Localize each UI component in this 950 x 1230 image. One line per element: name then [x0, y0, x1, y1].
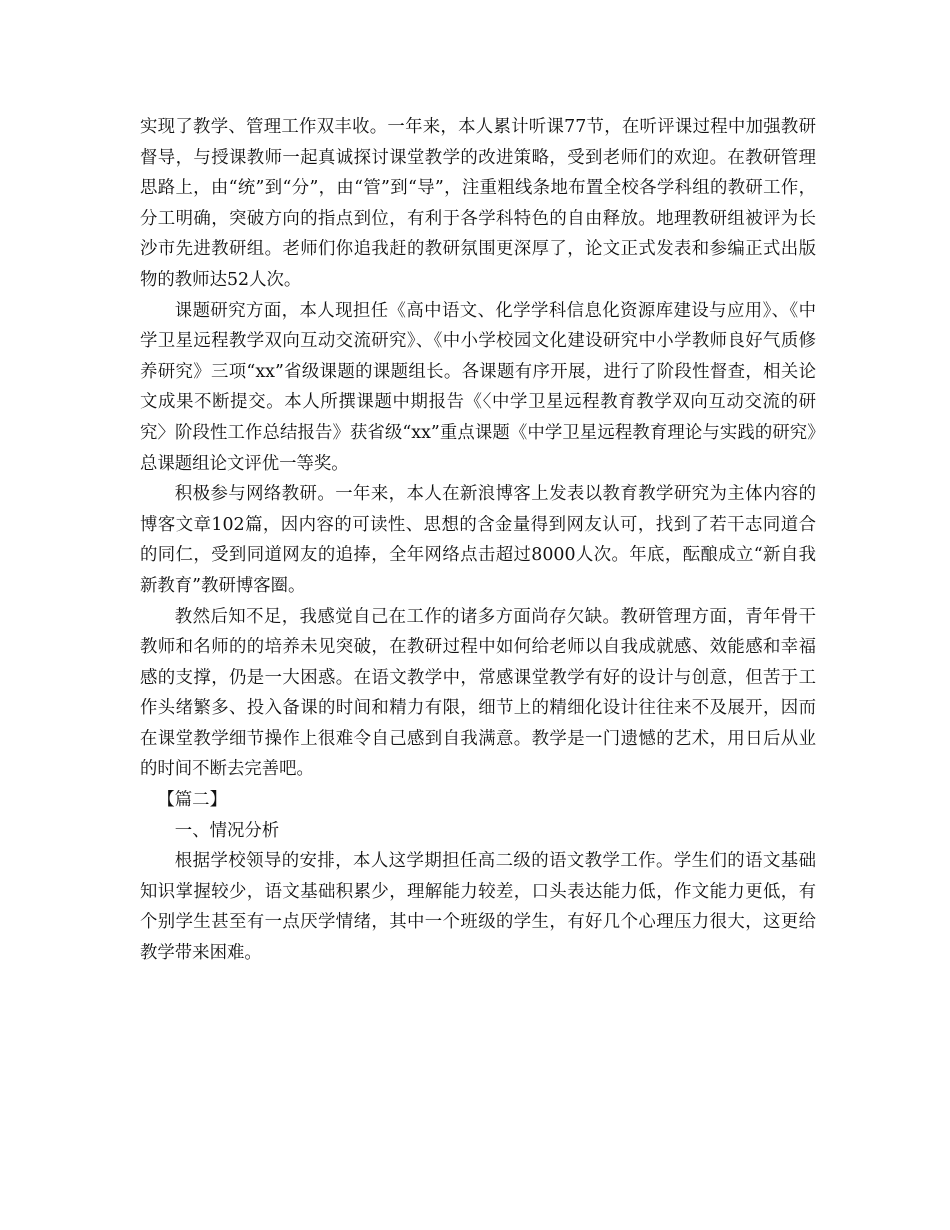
- section-heading-part-two: 【篇二】: [157, 790, 227, 811]
- subheading-situation-analysis: 一、情况分析: [174, 820, 280, 841]
- paragraph-reflection: 教然后知不足，我感觉自己在工作的诸多方面尚存欠缺。教研管理方面，青年骨干教师和名师的的培养未见突破，在教研过程中如何给老师以自我成就感、效能感和幸福感的支撑，仍是一大困惑。在语文教学中，常感课堂教学有好的设计与创意，但苦于工作头绪繁多、投入备课的时间和精力有限，细节上的精细化设计往往来不及展开，因而在课堂教学细节操作上很难令自己感到自我满意。教学是一门遗憾的艺术，用日后从业的时间不断去完善吧。: [140, 606, 816, 780]
- paragraph-situation: 根据学校领导的安排，本人这学期担任高二级的语文教学工作。学生们的语文基础知识掌握较少，语文基础积累少，理解能力较差，口头表达能力低，作文能力更低，有个别学生甚至有一点厌学情绪，其中一个班级的学生，有好几个心理压力很大，这更给教学带来困难。: [140, 851, 816, 964]
- paragraph-continuation: 实现了教学、管理工作双丰收。一年来，本人累计听课77节，在听评课过程中加强教研督导，与授课教师一起真诚探讨课堂教学的改进策略，受到老师们的欢迎。在教研管理思路上，由“统”到“分”，由“管”到“导”，注重粗线条地布置全校各学科组的教研工作，分工明确，突破方向的指点到位，有利于各学科特色的自由释放。地理教研组被评为长沙市先进教研组。老师们你追我赶的教研氛围更深厚了，论文正式发表和参编正式出版物的教师达52人次。: [140, 117, 816, 290]
- paragraph-online-research: 积极参与网络教研。一年来，本人在新浪博客上发表以教育教学研究为主体内容的博客文章102篇，因内容的可读性、思想的含金量得到网友认可，找到了若干志同道合的同仁，受到同道网友的追捧，全年网络点击超过8000人次。年底，酝酿成立“新自我新教育”教研博客圈。: [140, 484, 816, 596]
- paragraph-research-topics: 课题研究方面，本人现担任《高中语文、化学学科信息化资源库建设与应用》、《中学卫星远程教学双向互动交流研究》、《中小学校园文化建设研究中小学教师良好气质修养研究》三项“xx”省级课题的课题组长。各课题有序开展，进行了阶段性督查，相关论文成果不断提交。本人所撰课题中期报告《〈中学卫星远程教育教学双向互动交流的研究〉阶段性工作总结报告》获省级“xx”重点课题《中学卫星远程教育理论与实践的研究》总课题组论文评优一等奖。: [140, 300, 816, 474]
- document-page: [140, 112, 816, 969]
